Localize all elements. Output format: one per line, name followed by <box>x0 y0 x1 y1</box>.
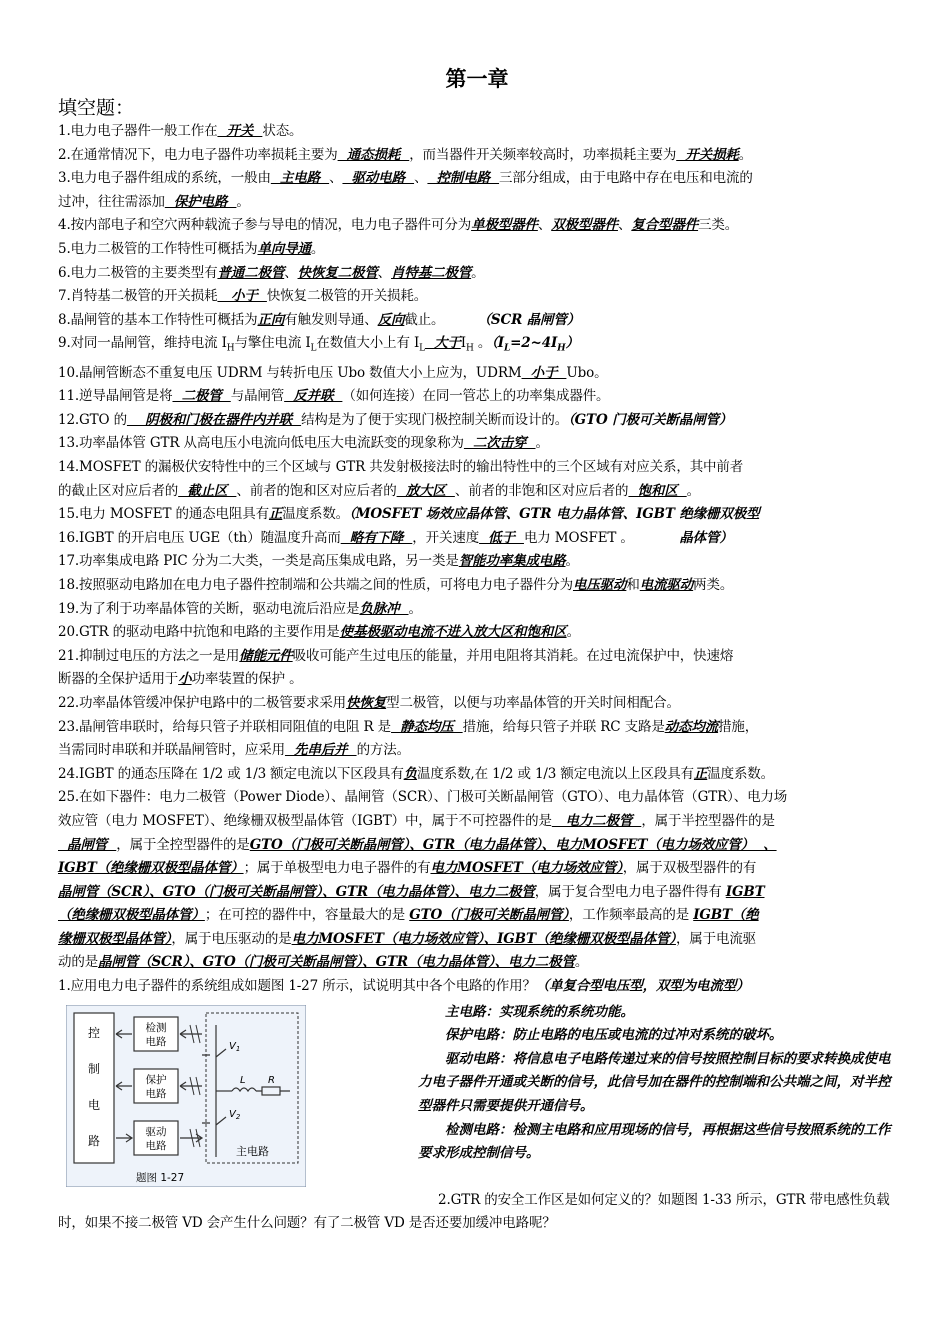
annotation-note: （I <box>491 335 504 352</box>
answer-main-circuit: 主电路：实现系统的系统功能。 <box>445 1003 634 1020</box>
question-text: 16.IGBT 的开启电压 UGE（th）随温度升高而 <box>58 529 341 546</box>
control-label-4: 路 <box>87 1133 101 1148</box>
answer-blank: 晶闸管（SCR）、GTO（门极可关断晶闸管）、GTR（电力晶体管）、电力二极管 <box>58 883 535 900</box>
question-text: 、 <box>617 217 632 234</box>
annotation-note: （GTO 门极可关断晶闸管） <box>568 411 733 428</box>
question-line-fill-03 <box>58 167 896 191</box>
question-line-fill-25e <box>58 881 896 905</box>
question-text: H <box>465 344 474 355</box>
main-circuit-label: 主电路 <box>236 1144 269 1158</box>
question-text: 和 <box>626 576 640 593</box>
question-text: 温度系数。 <box>282 506 350 523</box>
answer-blank: 截止区 <box>178 482 237 499</box>
question-text: 21.抑制过电压的方法之一是用 <box>58 647 240 664</box>
question-text: 的方法。 <box>356 742 410 759</box>
question-line-fill-05 <box>58 238 896 262</box>
question-line-fill-25h <box>58 951 896 975</box>
question-text: 。 <box>686 482 701 499</box>
question-line-fill-21b <box>58 668 896 692</box>
question-text: 型二极管，以便与功率晶体管的开关时间相配合。 <box>386 694 680 711</box>
drive-label-1: 驱动 <box>145 1125 167 1138</box>
question-text: ，属于半控型器件的是 <box>641 812 775 829</box>
question-text: 18.按照驱动电路加在电力电子器件控制端和公共端之间的性质，可将电力电子器件分为 <box>58 576 573 593</box>
question-text: 。 <box>535 435 549 452</box>
question-line-fill-12 <box>58 409 896 433</box>
question-2: 2.GTR 的安全工作区是如何定义的？如题图 1-33 所示，GTR 带电感性负载时，如果不接二极管 VD 会产生什么问题？有了二极管 VD 是否还要加缓冲电路呢？ <box>58 1191 890 1232</box>
answer-blank: 保护电路 <box>164 193 237 210</box>
answer-blank: 饱和区 <box>628 482 687 499</box>
question-text: 7.肖特基二极管的开关损耗 <box>58 288 218 305</box>
question-line-fill-08 <box>58 309 896 333</box>
answer-blank: 反向 <box>377 311 405 328</box>
answer-blank: 晶闸管 <box>58 836 117 853</box>
question-line-fill-02 <box>58 144 896 168</box>
answer-blank: 小 <box>178 671 192 688</box>
question-line-fill-21 <box>58 645 896 669</box>
answer-blank: 开关 <box>217 123 263 139</box>
annotation-note: （SCR 晶闸管） <box>477 311 581 328</box>
question-text: 与擎住电流 I <box>234 335 311 352</box>
control-label-1: 控 <box>87 1025 101 1040</box>
question-text: 、前者的饱和区对应后者的 <box>236 482 397 499</box>
answer-blank: 单向导通 <box>257 240 311 257</box>
question-line-fill-25d <box>58 857 896 881</box>
question-text: 动的是 <box>58 954 99 971</box>
question-text: 过冲，往往需添加 <box>58 193 165 210</box>
annotation-note: （MOSFET 场效应晶体管、GTR 电力晶体管、IGBT 绝缘栅双极型 <box>349 506 760 523</box>
annotation-note: （单复合型电压型，双型为电流型） <box>535 978 750 995</box>
question-line-fill-04 <box>58 214 896 238</box>
section-title: 填空题： <box>58 97 135 119</box>
question-text: 状态。 <box>262 123 303 139</box>
question-text: ；属于单极型电力电子器件的有 <box>243 860 431 877</box>
question-text: 当需同时串联和并联晶闸管时，应采用 <box>58 742 285 759</box>
question-text: 25.在如下器件：电力二极管（Power Diode）、晶闸管（SCR）、门极可关断晶闸管（GTO）、电力晶体管（GTR）、电力场 <box>58 789 788 806</box>
system-diagram-figure <box>66 1005 306 1187</box>
question-line-fill-01 <box>58 120 896 144</box>
question-text: 。 <box>471 264 485 281</box>
question-text: ，属于复合型电力电子器件得有 <box>534 883 726 900</box>
answer-blank: 电力MOSFET（电力场效应管） <box>430 860 623 877</box>
answer-blank: 双极型器件 <box>551 217 618 234</box>
question-text: 、 <box>284 264 298 281</box>
question-line-fill-03b <box>58 191 896 215</box>
annotation-note: 晶体管） <box>679 529 733 546</box>
question-text: 8.晶闸管的基本工作特性可概括为 <box>58 311 258 328</box>
question-text: I <box>460 335 466 352</box>
answer-blank: 低于 <box>479 529 524 546</box>
question-text: H <box>226 344 235 355</box>
question-line-fill-06 <box>58 262 896 286</box>
answer-blank: 电力MOSFET（电力场效应管）、IGBT（绝缘栅双极型晶体管） <box>291 930 676 947</box>
question-text: 与晶闸管 <box>230 388 285 405</box>
question-text: ，属于电压驱动的是 <box>171 930 292 947</box>
question-text: 11.逆导晶闸管是将 <box>58 388 173 405</box>
question-text: 1.电力电子器件一般工作在 <box>58 123 218 139</box>
question-text: 20.GTR 的驱动电路中抗饱和电路的主要作用是 <box>58 624 340 641</box>
answer-blank: 开关损耗 <box>676 146 739 163</box>
question-text: 。 <box>566 624 580 641</box>
question-text: 快恢复二极管的开关损耗。 <box>266 288 428 305</box>
question-text: 12.GTO 的 <box>58 411 127 428</box>
question-text: 、 <box>537 217 552 234</box>
question-text: 4.按内部电子和空穴两种载流子参与导电的情况，电力电子器件可分为 <box>58 217 472 234</box>
answer-blank: 普通二极管 <box>217 264 285 281</box>
question-text: 有触发则导通、 <box>284 311 378 328</box>
question-text: 两类。 <box>693 576 734 593</box>
question-text: 6.电力二极管的主要类型有 <box>58 264 218 281</box>
question-line-fill-07 <box>58 285 896 309</box>
annotation-note: =2~4I <box>510 335 558 352</box>
question-1-block <box>58 1001 896 1189</box>
question-text: 、前者的非饱和区对应后者的 <box>454 482 629 499</box>
v2-label: $V_2$ <box>229 1108 241 1121</box>
answer-blank: 通态损耗 <box>337 146 410 163</box>
question-text: 2.在通常情况下，电力电子器件功率损耗主要为 <box>58 146 338 163</box>
question-text: 温度系数。 <box>707 765 774 782</box>
question-line-fill-24 <box>58 763 896 787</box>
question-text: 。 <box>408 600 422 617</box>
answer-blank: IGBT <box>725 883 765 900</box>
question-line-fill-13 <box>58 432 896 456</box>
control-label-2: 制 <box>87 1061 101 1076</box>
question-text: 22.功率晶体管缓冲保护电路中的二极管要求采用 <box>58 694 347 711</box>
question-line-fill-22 <box>58 692 896 716</box>
resistor-label: R <box>268 1074 275 1086</box>
question-text: 断器的全保护适用于 <box>58 671 179 688</box>
question-text: 措施， <box>718 718 759 735</box>
answer-blank: GTO（门极可关断晶闸管）、GTR（电力晶体管）、电力MOSFET（电力场效应管） 、 <box>249 836 777 853</box>
question-line-fill-17 <box>58 550 896 574</box>
question-text: 9.对同一晶闸管，维持电流 I <box>58 335 227 352</box>
answer-blank: 电压驱动 <box>572 576 627 593</box>
question-text: 效应管（电力 MOSFET）、绝缘栅双极型晶体管（IGBT）中，属于不可控器件的是 <box>58 812 552 829</box>
question-line-fill-10 <box>58 362 896 386</box>
question-text: ，而当器件开关频率较高时，功率损耗主要为 <box>409 146 677 163</box>
question-line-fill-09 <box>58 332 896 361</box>
question-text: 在数值大小上有 I <box>316 335 420 352</box>
answer-list <box>418 1001 898 1166</box>
answer-blank: 快恢复 <box>346 694 387 711</box>
answer-blank: 正 <box>693 765 708 782</box>
question-text: 的截止区对应后者的 <box>58 482 179 499</box>
answer-blank: 小于 <box>521 364 567 381</box>
question-text: （如何连接）在同一管芯上的功率集成器件。 <box>342 388 610 405</box>
question-text: 15.电力 MOSFET 的通态电阻具有 <box>58 506 269 523</box>
question-line-fill-25c <box>58 834 896 858</box>
answer-blank: 电流驱动 <box>639 576 694 593</box>
question-text: 24.IGBT 的通态压降在 1/2 或 1/3 额定电流以下区段具有 <box>58 765 404 782</box>
v1-label: $V_1$ <box>229 1040 241 1053</box>
answer-blank: 使基极驱动电流不进入放大区和饱和区 <box>339 624 567 641</box>
answer-blank: 反并联 <box>284 388 343 405</box>
question-text: ，属于全控型器件的是 <box>116 836 250 853</box>
question-line-fill-25g <box>58 928 896 952</box>
question-text: 结构是为了便于实现门极控制关断而设计的。 <box>301 411 569 428</box>
annotation-note: H <box>557 344 566 355</box>
answer-blank: 动态均流 <box>664 718 719 735</box>
question-line-fill-23b <box>58 739 896 763</box>
question-text: 温度系数,在 1/2 或 1/3 额定电流以上区段具有 <box>417 765 694 782</box>
answer-blank: 二次击穿 <box>463 435 536 452</box>
question-text: 19.为了利于功率晶体管的关断，驱动电流后沿应是 <box>58 600 360 617</box>
question-text: 3.电力电子器件组成的系统，一般由 <box>58 170 271 187</box>
question-text: 14.MOSFET 的漏极伏安特性中的三个区域与 GTR 共发射极接法时的输出特性中的三个区域有对应关系，其中前者 <box>58 459 744 475</box>
question-line-fill-25 <box>58 786 896 810</box>
answer-blank: 正向 <box>257 311 285 328</box>
answer-blank: 负脉冲 <box>359 600 409 617</box>
answer-drive-circuit: 驱动电路：将信息电子电路传递过来的信号按照控制目标的要求转换成使电力电子器件开通或关断的信号，此信号加在器件的控制端和公共端之间，对半控型器件只需要提供开通信号。 <box>418 1050 891 1115</box>
question-line-fill-11 <box>58 385 896 409</box>
question-line-fill-16 <box>58 527 896 551</box>
answer-blank: 正 <box>268 506 283 523</box>
answer-blank: 阴极和门极在器件内并联 <box>126 411 302 428</box>
answer-blank: GTO（门极可关断晶闸管） <box>409 907 569 924</box>
question-text: ，属于电流驱 <box>675 930 757 947</box>
figure-caption: 题图 1-27 <box>136 1171 185 1184</box>
question-text: ，开关速度 <box>412 529 480 546</box>
question-text: 17.功率集成电路 PIC 分为二大类，一类是高压集成电路，另一类是 <box>58 553 459 570</box>
question-text: 。 <box>565 553 579 570</box>
question-text: 5.电力二极管的工作特性可概括为 <box>58 240 258 257</box>
answer-blank: 负 <box>403 765 418 782</box>
question-text: 、 <box>329 170 343 187</box>
question-text: 。 <box>738 146 753 163</box>
question-text: 措施，给每只管子并联 RC 支路是 <box>462 718 665 735</box>
answer-blank: 主电路 <box>270 170 330 187</box>
question-text: 。 <box>574 954 589 971</box>
answer-blank: 肖特基二极管 <box>391 264 472 281</box>
answer-blank: 缘栅双极型晶体管） <box>58 930 172 947</box>
answer-detection-circuit: 检测电路：检测主电路和应用现场的信号，再根据这些信号按照系统的工作要求形成控制信号。 <box>418 1121 891 1162</box>
answer-blank: 复合型器件 <box>631 217 699 234</box>
answer-blank: （绝缘栅双极型晶体管） <box>58 907 205 924</box>
answer-blank: IGBT（绝 <box>693 907 759 924</box>
answer-blank: 放大区 <box>396 482 455 499</box>
protection-label-2: 电路 <box>145 1087 167 1100</box>
inductor-label: L <box>240 1074 246 1086</box>
detection-label-2: 电路 <box>145 1035 167 1048</box>
question-line-fill-25b <box>58 810 896 834</box>
question-text: 功率装置的保护 。 <box>191 671 303 688</box>
fill-in-blank-list <box>58 120 896 999</box>
answer-blank: IGBT（绝缘栅双极型晶体管） <box>58 860 244 877</box>
question-text: ；在可控的器件中，容量最大的是 <box>204 907 410 924</box>
question-text: ，属于双极型器件的有 <box>622 860 757 877</box>
answer-blank: 静态均压 <box>391 718 463 735</box>
answer-blank: 大于 <box>424 335 461 352</box>
document-page <box>58 62 896 1236</box>
question-line-fill-19 <box>58 598 896 622</box>
question-text: 23.晶闸管串联时，给每只管子并联相同阻值的电阻 R 是 <box>58 718 392 735</box>
question-line-fill-18 <box>58 574 896 598</box>
answer-blank: 驱动电路 <box>342 170 415 187</box>
answer-blank: 快恢复二极管 <box>297 264 378 281</box>
answer-blank: 二极管 <box>172 388 231 405</box>
annotation-note: ） <box>565 335 579 352</box>
question-text: L <box>419 344 425 355</box>
question-text: 1.应用电力电子器件的系统组成如题图 1-27 所示，试说明其中各个电路的作用？ <box>58 978 536 995</box>
question-text: 截止。 <box>404 311 478 328</box>
question-text: Ubo。 <box>566 364 608 381</box>
answer-blank: 智能功率集成电路 <box>458 553 566 570</box>
question-text: 吸收可能产生过电压的能量，并用电阻将其消耗。在过电流保护中，快速熔 <box>292 647 734 664</box>
answer-blank: 先串后并 <box>284 742 357 759</box>
question-line-fill-20 <box>58 621 896 645</box>
question-text: 、 <box>414 170 428 187</box>
question-text: 电力 MOSFET 。 <box>523 529 680 546</box>
answer-blank: 略有下降 <box>340 529 413 546</box>
answer-blank: 储能元件 <box>239 647 293 664</box>
answer-blank: 电力二极管 <box>551 812 642 829</box>
question-text: 。 <box>473 335 492 352</box>
question-text: ，工作频率最高的是 <box>568 907 694 924</box>
question-text: 。 <box>310 240 325 257</box>
question-text: 13.功率晶体管 GTR 从高电压小电流向低电压大电流跃变的现象称为 <box>58 435 464 452</box>
question-line-fill-23 <box>58 716 896 740</box>
answer-blank: 小于 <box>217 288 267 305</box>
question-line-fill-25f <box>58 904 896 928</box>
question-text: 、 <box>377 264 392 281</box>
question-line-fill-15 <box>58 503 896 527</box>
answer-blank: 单极型器件 <box>471 217 538 234</box>
question-line-short-01 <box>58 975 896 999</box>
answer-blank: 控制电路 <box>427 170 500 187</box>
protection-label-1: 保护 <box>145 1073 167 1086</box>
answer-protection-circuit: 保护电路：防止电路的电压或电流的过冲对系统的破坏。 <box>445 1027 783 1044</box>
question-line-fill-14 <box>58 456 896 480</box>
chapter-title: 第一章 <box>445 67 509 91</box>
control-label-3: 电 <box>87 1097 101 1112</box>
question-text: 三类。 <box>698 217 739 234</box>
question-line-fill-14b <box>58 480 896 504</box>
question-text: 10.晶闸管断态不重复电压 UDRM 与转折电压 Ubo 数值大小上应为，UDRM <box>58 364 522 381</box>
question-text: 三部分组成，由于电路中存在电压和电流的 <box>499 170 753 187</box>
question-text: 。 <box>236 193 250 210</box>
drive-label-2: 电路 <box>145 1139 167 1152</box>
annotation-note: L <box>503 344 511 355</box>
detection-label-1: 检测 <box>145 1021 167 1034</box>
answer-blank: 晶闸管（SCR）、GTO（门极可关断晶闸管）、GTR（电力晶体管）、电力二极管 <box>98 954 575 971</box>
question-text: L <box>310 344 317 355</box>
